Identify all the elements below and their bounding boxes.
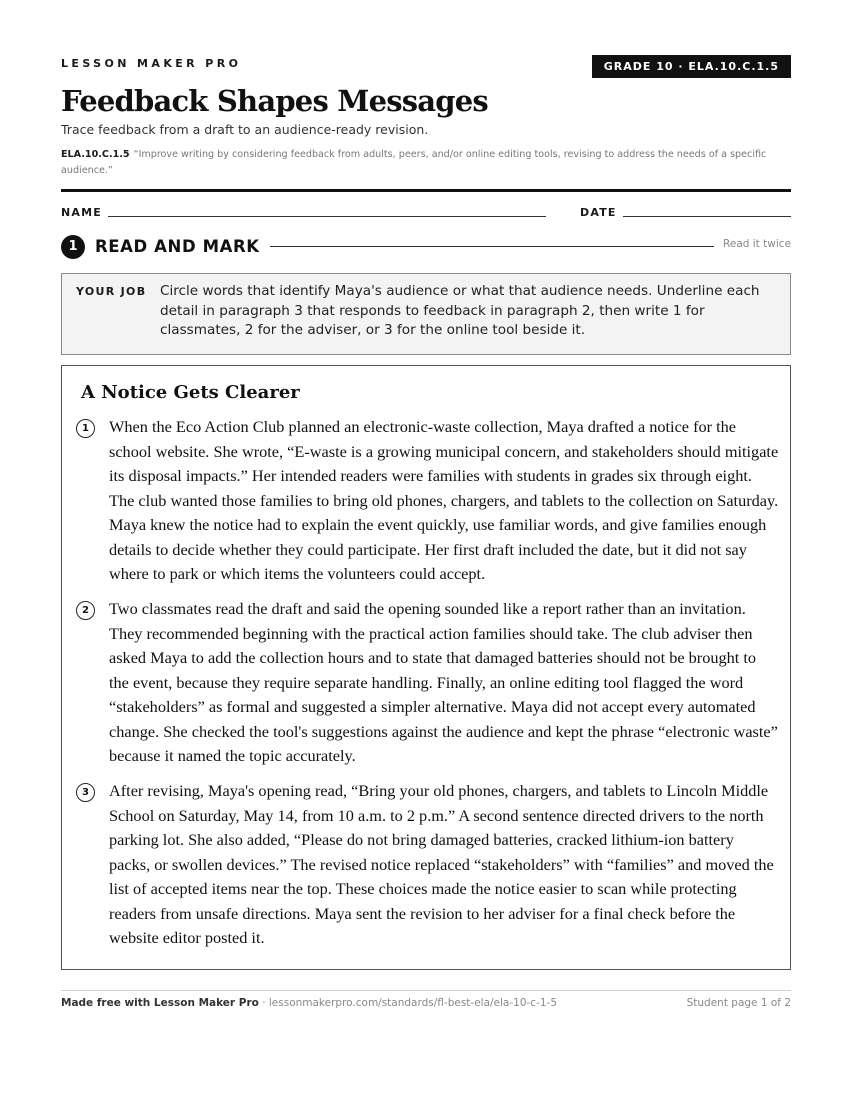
instructions-text: Circle words that identify Maya's audience or what that audience needs. Underline each detail in paragraph 3 that responds to feedback in paragraph 2, then write 1 for classmates, 2 for the adviser, or 3 for the online tool beside it. bbox=[160, 283, 760, 338]
section-number-badge: 1 bbox=[61, 235, 85, 259]
section-note: Read it twice bbox=[723, 238, 791, 250]
grade-standard-badge: GRADE 10 · ELA.10.C.1.5 bbox=[592, 55, 791, 78]
paragraph-number-1: 1 bbox=[76, 419, 95, 438]
brand-name: LESSON MAKER PRO bbox=[61, 57, 242, 70]
passage-paragraph-1: When the Eco Action Club planned an electronic-waste collection, Maya drafted a notice for the school website. She wrote, “E-waste is a growing municipal concern, and stakeholders should mitigate its disposal impacts.” Her intended readers were families with students in grades six through eight. The club wanted those families to bring old phones, chargers, and tablets to the collection on Saturday. Maya knew the notice had to explain the event quickly, use familiar words, and give families enough details to decide whether they could participate. Her first draft included the date, but it did not say where to park or which items the volunteers could accept. bbox=[109, 417, 779, 583]
name-field[interactable] bbox=[108, 216, 546, 217]
page-subtitle: Trace feedback from a draft to an audience-ready revision. bbox=[61, 122, 429, 137]
instructions-label: YOUR JOB bbox=[76, 285, 147, 298]
section-rule bbox=[270, 246, 714, 247]
footer-credit bbox=[61, 997, 557, 1009]
standard-code: ELA.10.C.1.5 bbox=[61, 149, 130, 160]
footer-url[interactable]: · lessonmakerpro.com/standards/fl-best-ela/ela-10-c-1-5 bbox=[258, 997, 558, 1009]
footer-made-with: Made free with Lesson Maker Pro bbox=[61, 997, 259, 1009]
name-label: NAME bbox=[61, 206, 102, 219]
instructions-box bbox=[61, 273, 791, 355]
section-title: READ AND MARK bbox=[95, 237, 260, 256]
reading-passage bbox=[61, 365, 791, 970]
paragraph-number-3: 3 bbox=[76, 783, 95, 802]
date-label: DATE bbox=[580, 206, 617, 219]
standard-text: “Improve writing by considering feedback from adults, peers, and/or online editing tools, revising to address the needs of a specific audience.” bbox=[61, 149, 767, 176]
passage-title: A Notice Gets Clearer bbox=[81, 382, 300, 403]
header-divider bbox=[61, 189, 791, 192]
page-title: Feedback Shapes Messages bbox=[61, 84, 488, 118]
standard-description bbox=[61, 147, 781, 179]
footer-page-number: Student page 1 of 2 bbox=[686, 997, 791, 1009]
date-field[interactable] bbox=[623, 216, 791, 217]
passage-paragraph-3: After revising, Maya's opening read, “Bring your old phones, chargers, and tablets to Lincoln Middle School on Saturday, May 14, from 10 a.m. to 2 p.m.” A second sentence directed drivers to the north parking lot. She also added, “Please do not bring damaged batteries, cracked lithium-ion battery packs, or swollen devices.” The revised notice replaced “stakeholders” with “families” and moved the list of accepted items near the top. These choices made the notice easier to scan while protecting readers from unsafe directions. Maya sent the revision to her adviser for a final check before the website editor posted it. bbox=[109, 781, 774, 947]
paragraph-number-2: 2 bbox=[76, 601, 95, 620]
footer-divider bbox=[61, 990, 791, 991]
passage-paragraph-2: Two classmates read the draft and said the opening sounded like a report rather than an invitation. They recommended beginning with the practical action families should take. The club adviser then asked Maya to add the collection hours and to state that damaged batteries should not be brought to the event, because they require separate handling. Finally, an online editing tool flagged the word “stakeholders” as formal and suggested a simpler alternative. Maya did not accept every automated change. She checked the tool's suggestions against the audience and kept the phrase “electronic waste” because it named the topic accurately. bbox=[109, 599, 778, 765]
